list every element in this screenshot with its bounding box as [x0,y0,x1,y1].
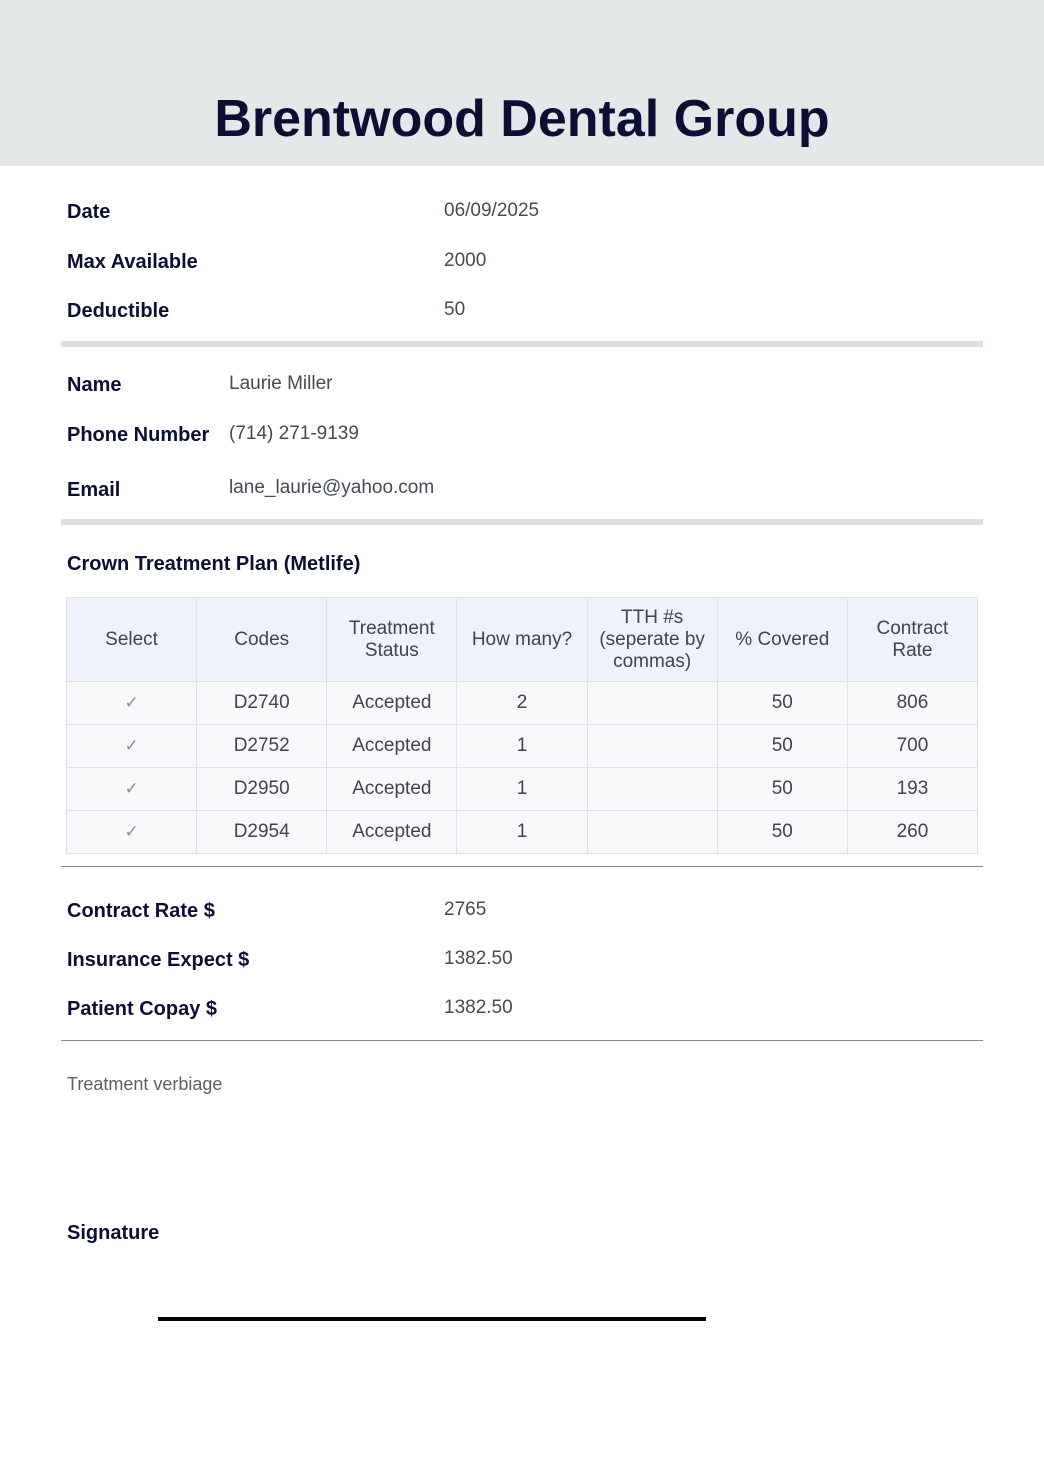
column-header-tth-text: TTH #s (seperate by commas) [599,606,705,672]
tth-cell[interactable] [587,768,717,811]
code-cell: D2954 [197,811,327,854]
table-header-row [67,598,978,682]
phone-label: Phone Number [67,424,210,446]
table-row [67,725,978,768]
column-header-status [327,598,457,682]
page-title: Brentwood Dental Group [214,90,830,148]
deductible-label: Deductible [67,300,170,322]
name-value: Laurie Miller [229,373,333,394]
status-cell: Accepted [327,682,457,725]
status-cell: Accepted [327,811,457,854]
column-header-status-text: Treatment Status [348,617,435,661]
status-cell: Accepted [327,725,457,768]
column-header-covered: % Covered [717,598,847,682]
column-header-tth [587,598,717,682]
rate-cell: 260 [847,811,977,854]
section-divider [61,341,983,347]
check-icon[interactable]: ✓ [124,693,139,712]
patient-copay-value: 1382.50 [444,997,513,1018]
table-row [67,768,978,811]
treatment-verbiage: Treatment verbiage [67,1074,223,1094]
section-divider [61,519,983,525]
patient-copay-label: Patient Copay $ [67,998,218,1020]
email-label: Email [67,479,121,501]
insurance-expect-label: Insurance Expect $ [67,949,250,971]
code-cell: D2950 [197,768,327,811]
signature-label: Signature [67,1222,160,1244]
code-cell: D2752 [197,725,327,768]
covered-cell: 50 [717,725,847,768]
max-available-label: Max Available [67,251,198,273]
date-label: Date [67,201,111,223]
code-cell: D2740 [197,682,327,725]
how-many-cell: 1 [457,768,587,811]
name-label: Name [67,374,122,396]
tth-cell[interactable] [587,811,717,854]
check-icon[interactable]: ✓ [124,736,139,755]
rate-cell: 806 [847,682,977,725]
select-cell[interactable] [67,811,197,854]
covered-cell: 50 [717,768,847,811]
rate-cell: 193 [847,768,977,811]
date-value: 06/09/2025 [444,200,540,221]
contract-rate-value: 2765 [444,899,487,920]
column-header-select: Select [67,598,197,682]
how-many-cell: 2 [457,682,587,725]
tth-cell[interactable] [587,725,717,768]
tth-cell[interactable] [587,682,717,725]
select-cell[interactable] [67,725,197,768]
email-value: lane_laurie@yahoo.com [229,477,435,498]
column-header-rate [847,598,977,682]
treatment-table [66,597,978,854]
deductible-value: 50 [444,299,466,320]
table-row [67,682,978,725]
table-divider [61,866,983,867]
check-icon[interactable]: ✓ [124,779,139,798]
column-header-how-many: How many? [457,598,587,682]
table-row [67,811,978,854]
rate-cell: 700 [847,725,977,768]
how-many-cell: 1 [457,725,587,768]
max-available-value: 2000 [444,250,487,271]
check-icon[interactable]: ✓ [124,822,139,841]
select-cell[interactable] [67,768,197,811]
column-header-rate-text: Contract Rate [876,617,949,661]
phone-value: (714) 271-9139 [229,423,359,444]
select-cell[interactable] [67,682,197,725]
header-banner [0,0,1044,166]
contract-rate-label: Contract Rate $ [67,900,215,922]
totals-divider [61,1040,983,1041]
status-cell: Accepted [327,768,457,811]
column-header-codes: Codes [197,598,327,682]
covered-cell: 50 [717,811,847,854]
covered-cell: 50 [717,682,847,725]
treatment-plan-title: Crown Treatment Plan (Metlife) [67,553,361,575]
insurance-expect-value: 1382.50 [444,948,513,969]
how-many-cell: 1 [457,811,587,854]
signature-line[interactable] [158,1317,706,1321]
